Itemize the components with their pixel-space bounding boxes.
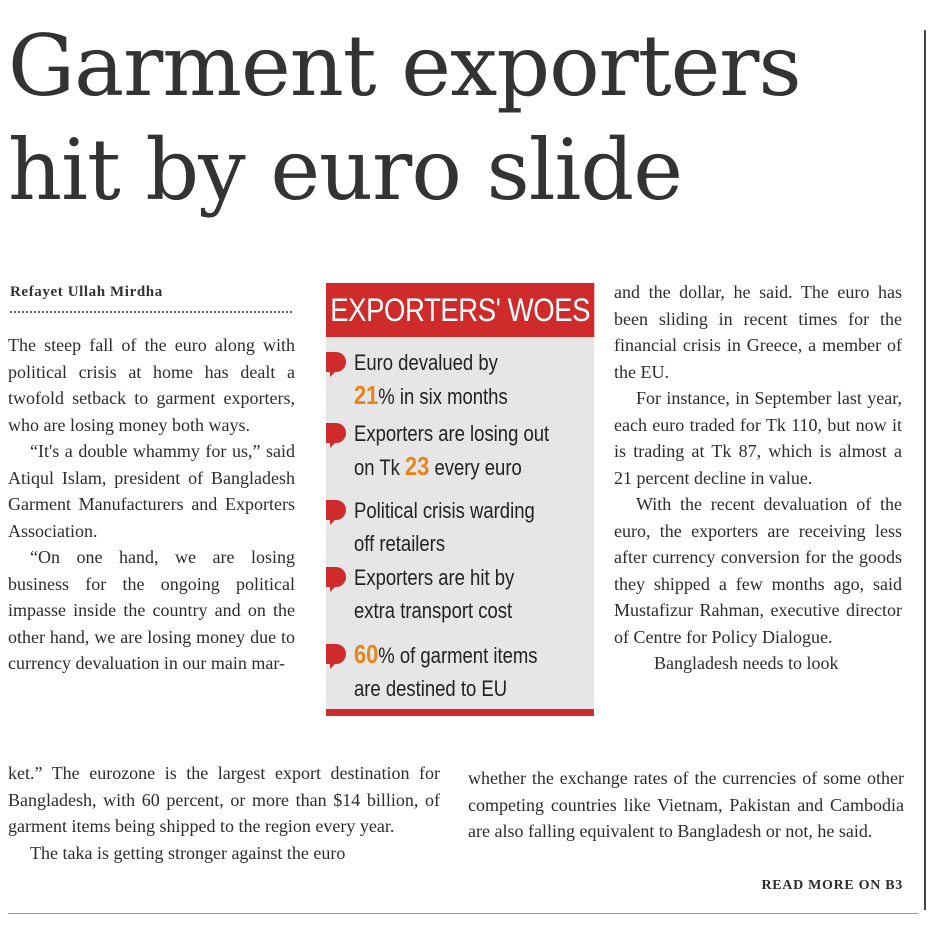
paragraph: “On one hand, we are losing business for the ongoing political impasse inside the country and on the other hand, we are losing money due to currency devaluation in our main mar- xyxy=(8,547,295,673)
paragraph: Bangladesh needs to look xyxy=(654,653,839,673)
byline-divider xyxy=(10,311,292,313)
article-bottom-right xyxy=(468,765,904,845)
woe-text: % in six months xyxy=(378,384,508,409)
woe-highlight: 23 xyxy=(405,451,430,481)
headline xyxy=(8,14,913,222)
byline: Refayet Ullah Mirdha xyxy=(10,284,163,300)
speech-bullet-icon xyxy=(326,352,346,372)
speech-bullet-icon xyxy=(326,423,346,443)
paragraph: “It's a double whammy for us,” said Atiqul Islam, president of Bangladesh Garment Manufacturers and Exporters Association. xyxy=(8,441,295,541)
woe-text: are destined to EU xyxy=(354,676,508,701)
read-more-link[interactable]: READ MORE ON B3 xyxy=(761,878,903,893)
bottom-rule xyxy=(8,913,918,914)
woe-text: Exporters are hit by xyxy=(354,565,515,590)
speech-bullet-icon xyxy=(326,500,346,520)
woe-text: on Tk xyxy=(354,455,406,480)
woe-text: Euro devalued by xyxy=(354,350,498,375)
headline-line-1: Garment exporters xyxy=(8,17,801,115)
speech-bullet-icon xyxy=(326,644,346,664)
woe-text: % of garment items xyxy=(378,643,538,668)
exporters-woes-box xyxy=(326,283,594,716)
speech-bullet-icon xyxy=(326,567,346,587)
woes-bottom-bar xyxy=(326,709,594,716)
headline-line-2: hit by euro slide xyxy=(8,121,682,219)
column-rule xyxy=(924,30,926,910)
woe-text: Political crisis warding xyxy=(354,498,535,523)
paragraph: The taka is getting stronger against the euro xyxy=(30,842,346,863)
woe-highlight: 60 xyxy=(354,639,379,669)
woe-text: extra transport cost xyxy=(354,598,513,623)
woes-title: EXPORTERS' WOES xyxy=(326,283,594,337)
paragraph: whether the exchange rates of the currencies of some other competing countries like Vietnam, Pakistan and Cambodia are also falling equivalent to Bangladesh or not, he said. xyxy=(468,768,904,841)
paragraph: With the recent devaluation of the euro, the exporters are receiving less after currency conversion for the goods they shipped a few months ago, said Mustafizur Rahman, executive director of Centre for Policy Dialogue. xyxy=(614,494,902,647)
article-column-1 xyxy=(8,332,295,677)
article-bottom-left xyxy=(8,760,440,866)
woe-highlight: 21 xyxy=(354,380,379,410)
paragraph: and the dollar, he said. The euro has been sliding in recent times for the financial crisis in Greece, a member of the EU. xyxy=(614,282,902,382)
paragraph: For instance, in September last year, each euro traded for Tk 110, but now it is trading at Tk 87, which is almost a 21 percent decline in value. xyxy=(614,388,902,488)
woe-text: Exporters are losing out xyxy=(354,421,550,446)
woe-text: off retailers xyxy=(354,531,446,556)
article-column-3 xyxy=(614,279,902,677)
paragraph: ket.” The eurozone is the largest export destination for Bangladesh, with 60 percent, or more than $14 billion, of garment items being shipped to the region every year. xyxy=(8,763,440,836)
paragraph: The steep fall of the euro along with political crisis at home has dealt a twofold setback to garment exporters, who are losing money both ways. xyxy=(8,335,295,435)
woe-text: every euro xyxy=(429,455,522,480)
